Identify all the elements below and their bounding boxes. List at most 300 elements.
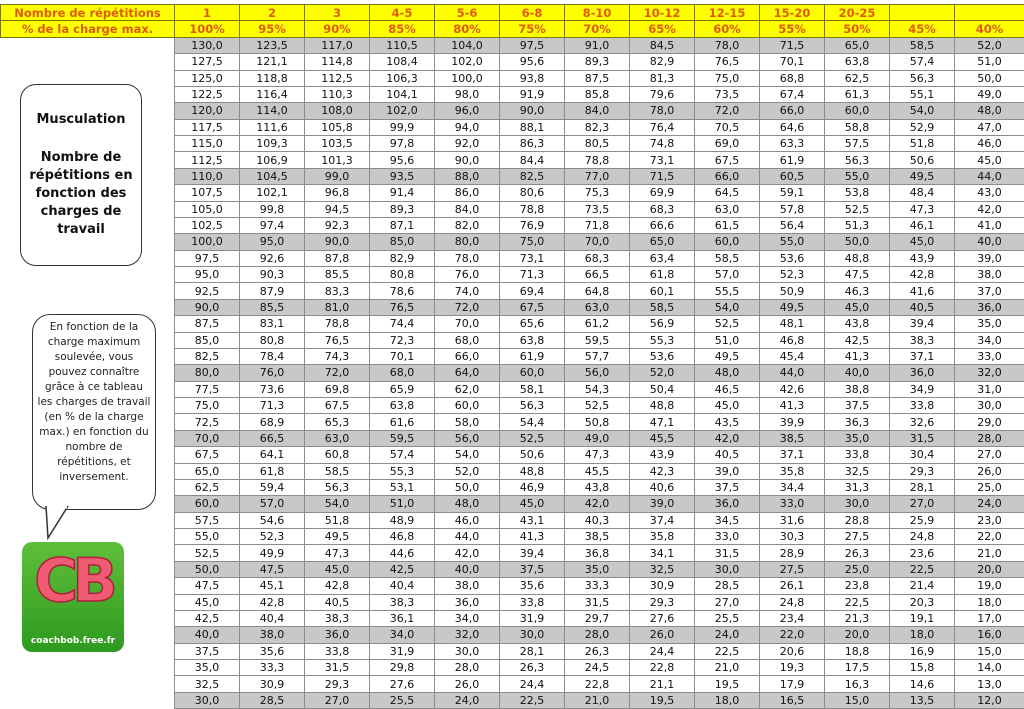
load-cell: 39,0 bbox=[695, 463, 760, 479]
load-cell: 31,6 bbox=[760, 512, 825, 528]
max-load-cell: 85,0 bbox=[175, 332, 240, 348]
load-cell: 61,9 bbox=[760, 152, 825, 168]
load-cell: 97,4 bbox=[240, 217, 305, 233]
max-load-cell: 42,5 bbox=[175, 610, 240, 626]
load-cell: 27,6 bbox=[630, 610, 695, 626]
blank-cell bbox=[1, 512, 175, 528]
reps-header: 6-8 bbox=[500, 5, 565, 21]
load-cell: 48,8 bbox=[825, 250, 890, 266]
load-cell: 57,4 bbox=[370, 447, 435, 463]
load-cell: 49,5 bbox=[695, 348, 760, 364]
load-cell: 63,3 bbox=[760, 136, 825, 152]
load-cell: 39,4 bbox=[500, 545, 565, 561]
load-cell: 85,5 bbox=[305, 267, 370, 283]
load-cell: 42,0 bbox=[695, 430, 760, 446]
load-cell: 39,0 bbox=[955, 250, 1024, 266]
load-cell: 84,5 bbox=[630, 37, 695, 53]
load-cell: 19,3 bbox=[760, 660, 825, 676]
load-cell: 55,3 bbox=[370, 463, 435, 479]
load-cell: 38,3 bbox=[370, 594, 435, 610]
load-cell: 60,0 bbox=[825, 103, 890, 119]
load-cell: 58,1 bbox=[500, 381, 565, 397]
load-cell: 106,3 bbox=[370, 70, 435, 86]
load-cell: 123,5 bbox=[240, 37, 305, 53]
table-row bbox=[1, 643, 1024, 659]
load-cell: 24,0 bbox=[695, 627, 760, 643]
load-cell: 14,0 bbox=[955, 660, 1024, 676]
load-cell: 52,3 bbox=[240, 529, 305, 545]
load-cell: 71,5 bbox=[630, 168, 695, 184]
load-cell: 42,3 bbox=[630, 463, 695, 479]
percent-header: 100% bbox=[175, 21, 240, 37]
max-load-cell: 40,0 bbox=[175, 627, 240, 643]
max-load-cell: 130,0 bbox=[175, 37, 240, 53]
load-cell: 43,0 bbox=[955, 185, 1024, 201]
load-cell: 18,0 bbox=[695, 692, 760, 708]
load-cell: 29,3 bbox=[630, 594, 695, 610]
max-load-cell: 75,0 bbox=[175, 398, 240, 414]
load-cell: 35,0 bbox=[825, 430, 890, 446]
load-cell: 28,0 bbox=[565, 627, 630, 643]
load-cell: 25,5 bbox=[695, 610, 760, 626]
load-cell: 85,8 bbox=[565, 86, 630, 102]
load-cell: 68,3 bbox=[630, 201, 695, 217]
load-cell: 47,3 bbox=[890, 201, 955, 217]
load-cell: 50,0 bbox=[955, 70, 1024, 86]
load-cell: 67,5 bbox=[695, 152, 760, 168]
load-cell: 58,0 bbox=[435, 414, 500, 430]
load-cell: 43,8 bbox=[825, 316, 890, 332]
load-cell: 61,8 bbox=[240, 463, 305, 479]
load-cell: 80,5 bbox=[565, 136, 630, 152]
load-cell: 102,0 bbox=[370, 103, 435, 119]
load-cell: 56,0 bbox=[435, 430, 500, 446]
load-cell: 31,5 bbox=[565, 594, 630, 610]
load-cell: 40,5 bbox=[695, 447, 760, 463]
max-load-cell: 117,5 bbox=[175, 119, 240, 135]
load-cell: 71,5 bbox=[760, 37, 825, 53]
load-cell: 86,0 bbox=[435, 185, 500, 201]
load-cell: 63,8 bbox=[825, 54, 890, 70]
load-cell: 87,5 bbox=[565, 70, 630, 86]
load-cell: 33,0 bbox=[695, 529, 760, 545]
load-cell: 33,3 bbox=[565, 578, 630, 594]
load-cell: 38,8 bbox=[825, 381, 890, 397]
load-cell: 65,0 bbox=[825, 37, 890, 53]
load-cell: 60,5 bbox=[760, 168, 825, 184]
load-cell: 39,0 bbox=[630, 496, 695, 512]
load-cell: 19,0 bbox=[955, 578, 1024, 594]
load-cell: 72,3 bbox=[370, 332, 435, 348]
load-cell: 55,5 bbox=[695, 283, 760, 299]
load-cell: 81,0 bbox=[305, 299, 370, 315]
load-cell: 67,5 bbox=[500, 299, 565, 315]
load-cell: 27,5 bbox=[760, 561, 825, 577]
load-cell: 68,0 bbox=[370, 365, 435, 381]
load-cell: 13,0 bbox=[955, 676, 1024, 692]
load-cell: 61,3 bbox=[825, 86, 890, 102]
load-cell: 33,8 bbox=[890, 398, 955, 414]
load-cell: 35,6 bbox=[500, 578, 565, 594]
load-cell: 80,8 bbox=[240, 332, 305, 348]
load-cell: 54,3 bbox=[565, 381, 630, 397]
load-cell: 65,9 bbox=[370, 381, 435, 397]
load-cell: 69,4 bbox=[500, 283, 565, 299]
load-cell: 35,0 bbox=[955, 316, 1024, 332]
load-cell: 63,8 bbox=[500, 332, 565, 348]
load-cell: 110,5 bbox=[370, 37, 435, 53]
load-cell: 78,8 bbox=[565, 152, 630, 168]
load-cell: 22,5 bbox=[500, 692, 565, 708]
load-cell: 34,5 bbox=[695, 512, 760, 528]
load-cell: 56,3 bbox=[890, 70, 955, 86]
load-cell: 36,0 bbox=[955, 299, 1024, 315]
load-cell: 30,3 bbox=[760, 529, 825, 545]
load-cell: 53,6 bbox=[760, 250, 825, 266]
table-row bbox=[1, 627, 1024, 643]
load-cell: 99,9 bbox=[370, 119, 435, 135]
load-cell: 48,0 bbox=[695, 365, 760, 381]
load-cell: 82,9 bbox=[370, 250, 435, 266]
load-cell: 45,0 bbox=[305, 561, 370, 577]
load-cell: 23,8 bbox=[825, 578, 890, 594]
blank-cell bbox=[1, 54, 175, 70]
load-cell: 57,8 bbox=[760, 201, 825, 217]
load-cell: 97,8 bbox=[370, 136, 435, 152]
load-cell: 57,0 bbox=[240, 496, 305, 512]
load-cell: 15,0 bbox=[825, 692, 890, 708]
load-cell: 23,0 bbox=[955, 512, 1024, 528]
load-cell: 84,0 bbox=[435, 201, 500, 217]
load-cell: 38,5 bbox=[760, 430, 825, 446]
blank-cell bbox=[1, 283, 175, 299]
load-cell: 105,8 bbox=[305, 119, 370, 135]
max-load-cell: 60,0 bbox=[175, 496, 240, 512]
load-cell: 50,6 bbox=[890, 152, 955, 168]
load-cell: 29,0 bbox=[955, 414, 1024, 430]
load-cell: 63,0 bbox=[565, 299, 630, 315]
load-cell: 52,5 bbox=[565, 398, 630, 414]
load-cell: 60,1 bbox=[630, 283, 695, 299]
load-cell: 35,8 bbox=[630, 529, 695, 545]
load-cell: 21,4 bbox=[890, 578, 955, 594]
load-cell: 31,0 bbox=[955, 381, 1024, 397]
load-cell: 47,1 bbox=[630, 414, 695, 430]
load-cell: 45,0 bbox=[500, 496, 565, 512]
load-cell: 78,6 bbox=[370, 283, 435, 299]
max-load-cell: 115,0 bbox=[175, 136, 240, 152]
max-load-cell: 100,0 bbox=[175, 234, 240, 250]
load-cell: 37,5 bbox=[695, 479, 760, 495]
percent-header: 70% bbox=[565, 21, 630, 37]
load-cell: 30,0 bbox=[695, 561, 760, 577]
max-load-cell: 65,0 bbox=[175, 463, 240, 479]
load-cell: 41,3 bbox=[825, 348, 890, 364]
load-cell: 45,1 bbox=[240, 578, 305, 594]
load-cell: 66,5 bbox=[240, 430, 305, 446]
load-cell: 16,3 bbox=[825, 676, 890, 692]
load-cell: 12,0 bbox=[955, 692, 1024, 708]
load-cell: 20,6 bbox=[760, 643, 825, 659]
title-box bbox=[20, 84, 142, 266]
load-cell: 74,3 bbox=[305, 348, 370, 364]
load-cell: 30,0 bbox=[955, 398, 1024, 414]
load-cell: 34,4 bbox=[760, 479, 825, 495]
load-cell: 40,6 bbox=[630, 479, 695, 495]
load-cell: 94,5 bbox=[305, 201, 370, 217]
table-row bbox=[1, 217, 1024, 233]
load-cell: 23,6 bbox=[890, 545, 955, 561]
load-cell: 76,9 bbox=[500, 217, 565, 233]
load-cell: 51,8 bbox=[305, 512, 370, 528]
load-cell: 28,0 bbox=[435, 660, 500, 676]
max-load-cell: 110,0 bbox=[175, 168, 240, 184]
load-cell: 38,0 bbox=[435, 578, 500, 594]
load-cell: 36,8 bbox=[565, 545, 630, 561]
load-cell: 47,5 bbox=[240, 561, 305, 577]
load-cell: 37,0 bbox=[955, 283, 1024, 299]
load-cell: 35,0 bbox=[565, 561, 630, 577]
load-cell: 78,0 bbox=[695, 37, 760, 53]
load-cell: 78,8 bbox=[500, 201, 565, 217]
load-cell: 65,6 bbox=[500, 316, 565, 332]
load-cell: 33,8 bbox=[500, 594, 565, 610]
load-cell: 28,9 bbox=[760, 545, 825, 561]
load-cell: 28,5 bbox=[695, 578, 760, 594]
load-cell: 16,0 bbox=[955, 627, 1024, 643]
load-cell: 54,0 bbox=[695, 299, 760, 315]
table-row bbox=[1, 283, 1024, 299]
load-cell: 68,8 bbox=[760, 70, 825, 86]
load-cell: 111,6 bbox=[240, 119, 305, 135]
load-cell: 45,0 bbox=[955, 152, 1024, 168]
load-cell: 24,8 bbox=[890, 529, 955, 545]
load-cell: 70,0 bbox=[565, 234, 630, 250]
reps-header: 20-25 bbox=[825, 5, 890, 21]
load-cell: 57,7 bbox=[565, 348, 630, 364]
load-cell: 91,4 bbox=[370, 185, 435, 201]
load-cell: 78,8 bbox=[305, 316, 370, 332]
load-cell: 78,0 bbox=[630, 103, 695, 119]
load-cell: 66,6 bbox=[630, 217, 695, 233]
load-cell: 80,0 bbox=[435, 234, 500, 250]
load-cell: 25,0 bbox=[955, 479, 1024, 495]
load-cell: 62,5 bbox=[825, 70, 890, 86]
load-cell: 59,5 bbox=[370, 430, 435, 446]
load-cell: 87,1 bbox=[370, 217, 435, 233]
load-cell: 24,4 bbox=[500, 676, 565, 692]
table-row bbox=[1, 267, 1024, 283]
load-cell: 36,3 bbox=[825, 414, 890, 430]
percent-header: 40% bbox=[955, 21, 1024, 37]
load-cell: 84,4 bbox=[500, 152, 565, 168]
load-cell: 40,5 bbox=[305, 594, 370, 610]
load-cell: 30,4 bbox=[890, 447, 955, 463]
load-cell: 83,1 bbox=[240, 316, 305, 332]
table-row bbox=[1, 529, 1024, 545]
load-cell: 42,0 bbox=[435, 545, 500, 561]
load-cell: 28,1 bbox=[890, 479, 955, 495]
bubble-tail-icon bbox=[44, 506, 70, 540]
load-cell: 54,4 bbox=[500, 414, 565, 430]
load-cell: 38,3 bbox=[890, 332, 955, 348]
load-cell: 95,6 bbox=[370, 152, 435, 168]
load-cell: 52,0 bbox=[630, 365, 695, 381]
load-cell: 78,0 bbox=[435, 250, 500, 266]
load-cell: 32,0 bbox=[955, 365, 1024, 381]
load-cell: 54,0 bbox=[435, 447, 500, 463]
load-cell: 108,4 bbox=[370, 54, 435, 70]
load-cell: 51,3 bbox=[825, 217, 890, 233]
load-cell: 64,0 bbox=[435, 365, 500, 381]
load-cell: 29,7 bbox=[565, 610, 630, 626]
load-cell: 71,3 bbox=[500, 267, 565, 283]
load-cell: 90,0 bbox=[435, 152, 500, 168]
max-load-cell: 57,5 bbox=[175, 512, 240, 528]
table-row bbox=[1, 70, 1024, 86]
load-cell: 73,6 bbox=[240, 381, 305, 397]
load-cell: 44,0 bbox=[955, 168, 1024, 184]
info-text: En fonction de la charge maximum soulevée, vous pouvez connaître grâce à ce tableau les charges de travail (en % de la charge max.) en fonction du nombre de répétitions, et inversement. bbox=[38, 321, 151, 483]
load-cell: 82,0 bbox=[435, 217, 500, 233]
load-cell: 64,5 bbox=[695, 185, 760, 201]
load-cell: 25,0 bbox=[825, 561, 890, 577]
load-cell: 30,0 bbox=[825, 496, 890, 512]
load-cell: 72,0 bbox=[435, 299, 500, 315]
load-cell: 118,8 bbox=[240, 70, 305, 86]
load-cell: 116,4 bbox=[240, 86, 305, 102]
load-cell: 18,0 bbox=[955, 594, 1024, 610]
load-cell: 117,0 bbox=[305, 37, 370, 53]
load-cell: 46,0 bbox=[955, 136, 1024, 152]
load-cell: 34,0 bbox=[370, 627, 435, 643]
reps-header: 3 bbox=[305, 5, 370, 21]
load-cell: 38,0 bbox=[955, 267, 1024, 283]
load-cell: 93,8 bbox=[500, 70, 565, 86]
load-cell: 76,0 bbox=[240, 365, 305, 381]
load-cell: 60,0 bbox=[695, 234, 760, 250]
load-cell: 37,5 bbox=[500, 561, 565, 577]
load-cell: 58,5 bbox=[305, 463, 370, 479]
load-cell: 48,8 bbox=[630, 398, 695, 414]
load-cell: 24,0 bbox=[955, 496, 1024, 512]
load-cell: 55,0 bbox=[825, 168, 890, 184]
load-cell: 22,0 bbox=[955, 529, 1024, 545]
load-cell: 51,0 bbox=[695, 332, 760, 348]
load-cell: 64,8 bbox=[565, 283, 630, 299]
load-cell: 18,8 bbox=[825, 643, 890, 659]
load-cell: 53,1 bbox=[370, 479, 435, 495]
load-cell: 18,0 bbox=[890, 627, 955, 643]
load-cell: 46,9 bbox=[500, 479, 565, 495]
percent-header: 80% bbox=[435, 21, 500, 37]
load-cell: 38,0 bbox=[240, 627, 305, 643]
table-row bbox=[1, 103, 1024, 119]
load-cell: 54,0 bbox=[305, 496, 370, 512]
load-cell: 67,4 bbox=[760, 86, 825, 102]
load-cell: 13,5 bbox=[890, 692, 955, 708]
load-cell: 42,5 bbox=[370, 561, 435, 577]
load-cell: 32,5 bbox=[825, 463, 890, 479]
load-cell: 54,0 bbox=[890, 103, 955, 119]
load-cell: 26,0 bbox=[955, 463, 1024, 479]
load-cell: 60,0 bbox=[500, 365, 565, 381]
load-cell: 58,5 bbox=[695, 250, 760, 266]
load-cell: 26,0 bbox=[630, 627, 695, 643]
load-cell: 73,1 bbox=[630, 152, 695, 168]
header-row-percent bbox=[1, 21, 1024, 37]
load-cell: 15,0 bbox=[955, 643, 1024, 659]
percent-header: 75% bbox=[500, 21, 565, 37]
load-cell: 49,0 bbox=[955, 86, 1024, 102]
load-cell: 75,0 bbox=[500, 234, 565, 250]
load-cell: 41,0 bbox=[955, 217, 1024, 233]
load-cell: 36,0 bbox=[695, 496, 760, 512]
load-cell: 80,6 bbox=[500, 185, 565, 201]
load-cell: 47,3 bbox=[565, 447, 630, 463]
load-cell: 74,4 bbox=[370, 316, 435, 332]
load-cell: 65,0 bbox=[630, 234, 695, 250]
load-cell: 26,3 bbox=[565, 643, 630, 659]
load-cell: 26,3 bbox=[825, 545, 890, 561]
max-load-cell: 35,0 bbox=[175, 660, 240, 676]
load-cell: 84,0 bbox=[565, 103, 630, 119]
load-cell: 49,9 bbox=[240, 545, 305, 561]
load-cell: 104,5 bbox=[240, 168, 305, 184]
load-cell: 49,5 bbox=[305, 529, 370, 545]
table-row bbox=[1, 185, 1024, 201]
load-cell: 70,1 bbox=[370, 348, 435, 364]
load-cell: 99,0 bbox=[305, 168, 370, 184]
load-cell: 40,3 bbox=[565, 512, 630, 528]
load-cell: 88,0 bbox=[435, 168, 500, 184]
load-cell: 87,9 bbox=[240, 283, 305, 299]
load-cell: 77,0 bbox=[565, 168, 630, 184]
logo-monogram: CB bbox=[22, 546, 124, 616]
load-cell: 46,3 bbox=[825, 283, 890, 299]
load-cell: 87,8 bbox=[305, 250, 370, 266]
load-cell: 61,2 bbox=[565, 316, 630, 332]
load-cell: 50,0 bbox=[825, 234, 890, 250]
load-cell: 22,5 bbox=[890, 561, 955, 577]
load-cell: 52,5 bbox=[500, 430, 565, 446]
load-cell: 24,8 bbox=[760, 594, 825, 610]
load-cell: 29,3 bbox=[890, 463, 955, 479]
load-cell: 39,9 bbox=[760, 414, 825, 430]
load-cell: 104,1 bbox=[370, 86, 435, 102]
load-cell: 51,0 bbox=[370, 496, 435, 512]
load-cell: 47,5 bbox=[825, 267, 890, 283]
load-cell: 23,4 bbox=[760, 610, 825, 626]
load-cell: 24,4 bbox=[630, 643, 695, 659]
load-cell: 42,8 bbox=[240, 594, 305, 610]
load-cell: 21,1 bbox=[630, 676, 695, 692]
load-cell: 34,9 bbox=[890, 381, 955, 397]
load-cell: 92,0 bbox=[435, 136, 500, 152]
load-cell: 90,0 bbox=[305, 234, 370, 250]
load-cell: 102,1 bbox=[240, 185, 305, 201]
load-cell: 90,3 bbox=[240, 267, 305, 283]
load-cell: 79,6 bbox=[630, 86, 695, 102]
load-cell: 92,6 bbox=[240, 250, 305, 266]
load-cell: 89,3 bbox=[565, 54, 630, 70]
load-cell: 43,9 bbox=[890, 250, 955, 266]
load-cell: 35,8 bbox=[760, 463, 825, 479]
max-load-cell: 67,5 bbox=[175, 447, 240, 463]
max-load-cell: 37,5 bbox=[175, 643, 240, 659]
load-cell: 97,5 bbox=[500, 37, 565, 53]
load-cell: 56,3 bbox=[305, 479, 370, 495]
